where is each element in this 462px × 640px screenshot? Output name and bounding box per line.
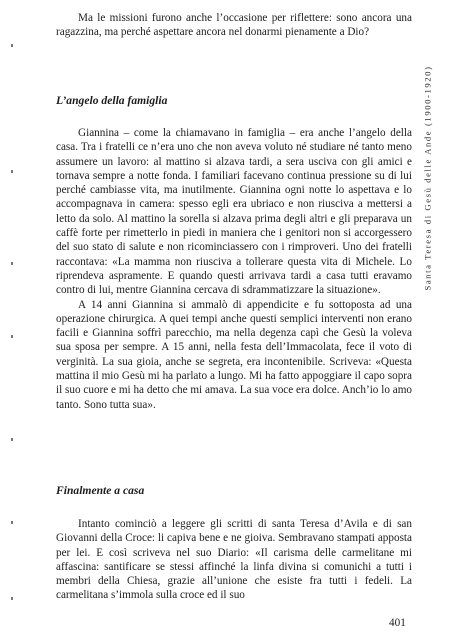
section-angelo <box>56 94 412 412</box>
margin-mark <box>11 262 13 265</box>
running-head-text: Santa Teresa di Gesù delle Ande (1900-1920) <box>423 65 434 291</box>
opening-paragraph: Ma le missioni furono anche l’occasione per riflettere: sono ancora una ragazzina, ma perché aspettare ancora nel donarmi pienamente a Dio? <box>56 12 412 39</box>
margin-mark <box>11 170 13 173</box>
opening-block <box>56 11 412 40</box>
section-finalmente <box>56 484 412 603</box>
margin-mark <box>11 597 13 600</box>
page-number: 401 <box>389 617 406 629</box>
margin-mark <box>11 521 13 524</box>
paragraph-teresa-avila: Intanto cominciò a leggere gli scritti di santa Teresa d’Avila e di san Giovanni della Croce: li capiva bene e ne gioiva. Sembravano stampati apposta per lei. E così scriveva nel suo Diario: «Il carisma delle carmelitane mi affascina: santificare se stessi affinché la linfa divina si comunichi a tutti i membri della Chiesa, grazie all’unione che esiste fra tutti i fedeli. La carmelitana s’immola sulla croce ed il suo <box>56 518 412 602</box>
section-heading-angelo: L’angelo della famiglia <box>56 94 168 107</box>
paragraph-appendicite: A 14 anni Giannina si ammalò di appendicite e fu sottoposta ad una operazione chirurgica. A quei tempi anche questi semplici interventi non erano facili e Giannina soffrì parecchio, ma nella degenza capì che Gesù la voleva sua sposa per sempre. A 15 anni, nella festa dell’Immacolata, fece il voto di verginità. La sua gioia, anche se segreta, era incontenibile. Scriveva: «Questa mattina il mio Gesù mi ha parlato a lungo. Mi ha fatto appoggiare il capo sopra il suo cuore e mi ha detto che mi amava. La sua voce era dolce. Anch’io lo amo tanto. Sono tutta sua». <box>56 298 412 411</box>
margin-mark <box>11 44 13 47</box>
margin-mark <box>11 438 13 441</box>
margin-mark <box>11 335 13 338</box>
paragraph-giannina-angelo: Giannina – come la chiamavano in famiglia – era anche l’angelo della casa. Tra i fratelli ce n’era uno che non aveva voluto né studiare né tanto meno assumere un lavoro: al mattino si alzava tardi, a sera usciva con gli amici e tornava sempre a notte fonda. I familiari facevano continua pressione su di lui perché cambiasse vita, ma inutilmente. Giannina ogni notte lo aspettava e lo accompagnava in camera: spesso egli era ubriaco e non riusciva a mettersi a letto da solo. Al mattino la sorella si alzava prima degli altri e gli preparava un caffè forte per rimetterlo in piedi in maniera che i genitori non si accorgessero del suo stato di salute e non ricominciassero con i rimproveri. Uno dei fratelli raccontava: «La mamma non riusciva a tollerare questa vita di Michele. Lo riprendeva aspramente. E quando questi arrivava tardi a casa tutti eravamo contro di lui, mentre Giannina cercava di sdrammatizzare la situazione». <box>56 127 412 297</box>
section-heading-finalmente: Finalmente a casa <box>56 484 145 497</box>
running-head <box>421 28 435 328</box>
